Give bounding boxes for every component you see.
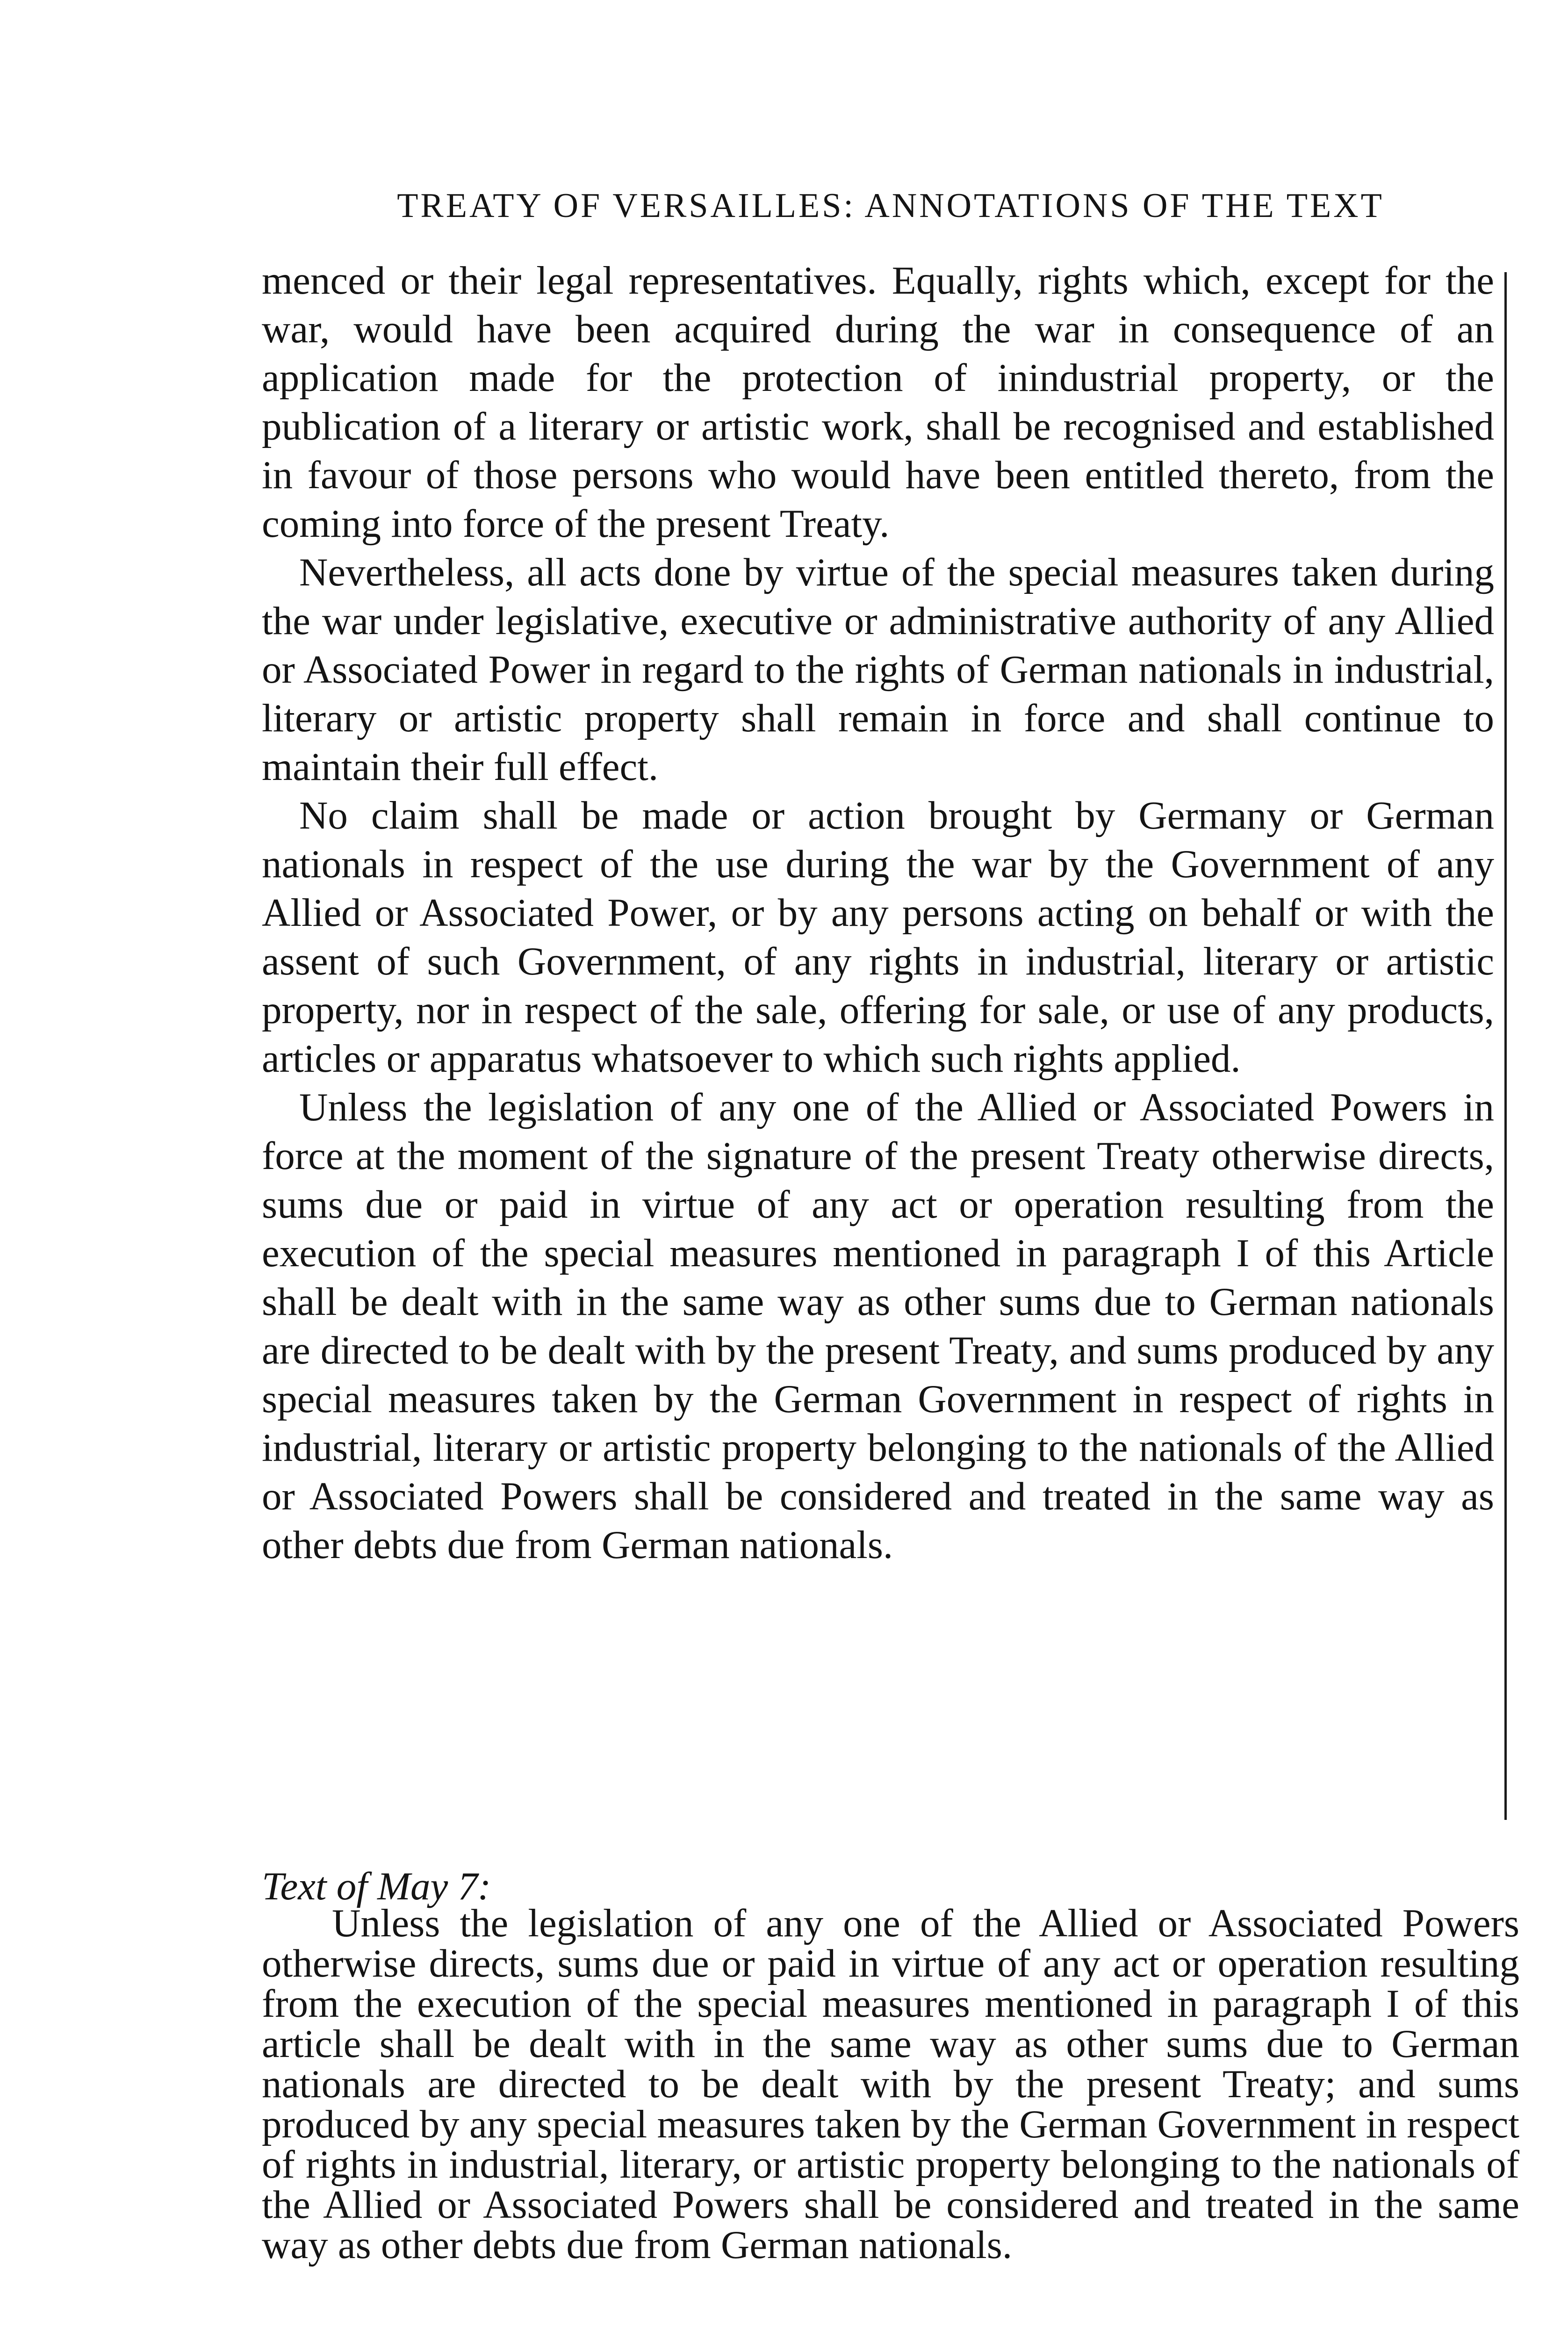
main-text-block [262,256,1494,1569]
body-paragraph: No claim shall be made or action brought by Germany or German nationals in respect of the use during the war by the Government of any Allied or Associated Power, or by any persons acting on behalf or with the assent of such Government, of any rights in industrial, literary or artistic property, nor in respect of the sale, offering for sale, or use of any products, articles or apparatus whatsoever to which such rights applied. [262,794,1494,1081]
body-paragraph: Unless the legislation of any one of the Allied or Associated Powers in force at the moment of the signature of the present Treaty otherwise directs, sums due or paid in virtue of any act or operation resulting from the execution of the special measures mentioned in paragraph I of this Article shall be dealt with in the same way as other sums due to German nationals are directed to be dealt with by the present Treaty, and sums produced by any special measures taken by the German Government in respect of rights in industrial, literary or artistic property belonging to the nationals of the Allied or Associated Powers shall be considered and treated in the same way as other debts due from German nationals. [262,1085,1494,1567]
body-paragraph: Nevertheless, all acts done by virtue of the special measures taken during the war under legislative, executive or administrative authority of any Allied or Associated Power in regard to the rights of German nationals in industrial, literary or artistic property shall remain in force and shall continue to maintain their full effect. [262,550,1494,789]
margin-rule [1504,272,1507,1820]
running-head-title: TREATY OF VERSAILLES: ANNOTATIONS OF THE TEXT [397,187,1384,225]
note-heading: Text of May 7: [262,1864,491,1908]
body-paragraph-continued: menced or their legal representatives. Equally, rights which, except for the war, would have been acquired during the war in consequence of an application made for the protection of inindustrial property, or the publication of a literary or artistic work, shall be recognised and established in favour of those persons who would have been entitled thereto, from the coming into force of the present Treaty. [262,259,1494,546]
note-text: Unless the legislation of any one of the Allied or Associated Powers otherwise directs, sums due or paid in virtue of any act or operation resulting from the execution of the special measures mentioned in paragraph I of this article shall be dealt with in the same way as other sums due to German nationals are directed to be dealt with by the present Treaty; and sums produced by any special measures taken by the German Government in respect of rights in industrial, literary, or artistic property belonging to the nationals of the Allied or Associated Powers shall be considered and treated in the same way as other debts due from German nationals. [262,1901,1519,2267]
